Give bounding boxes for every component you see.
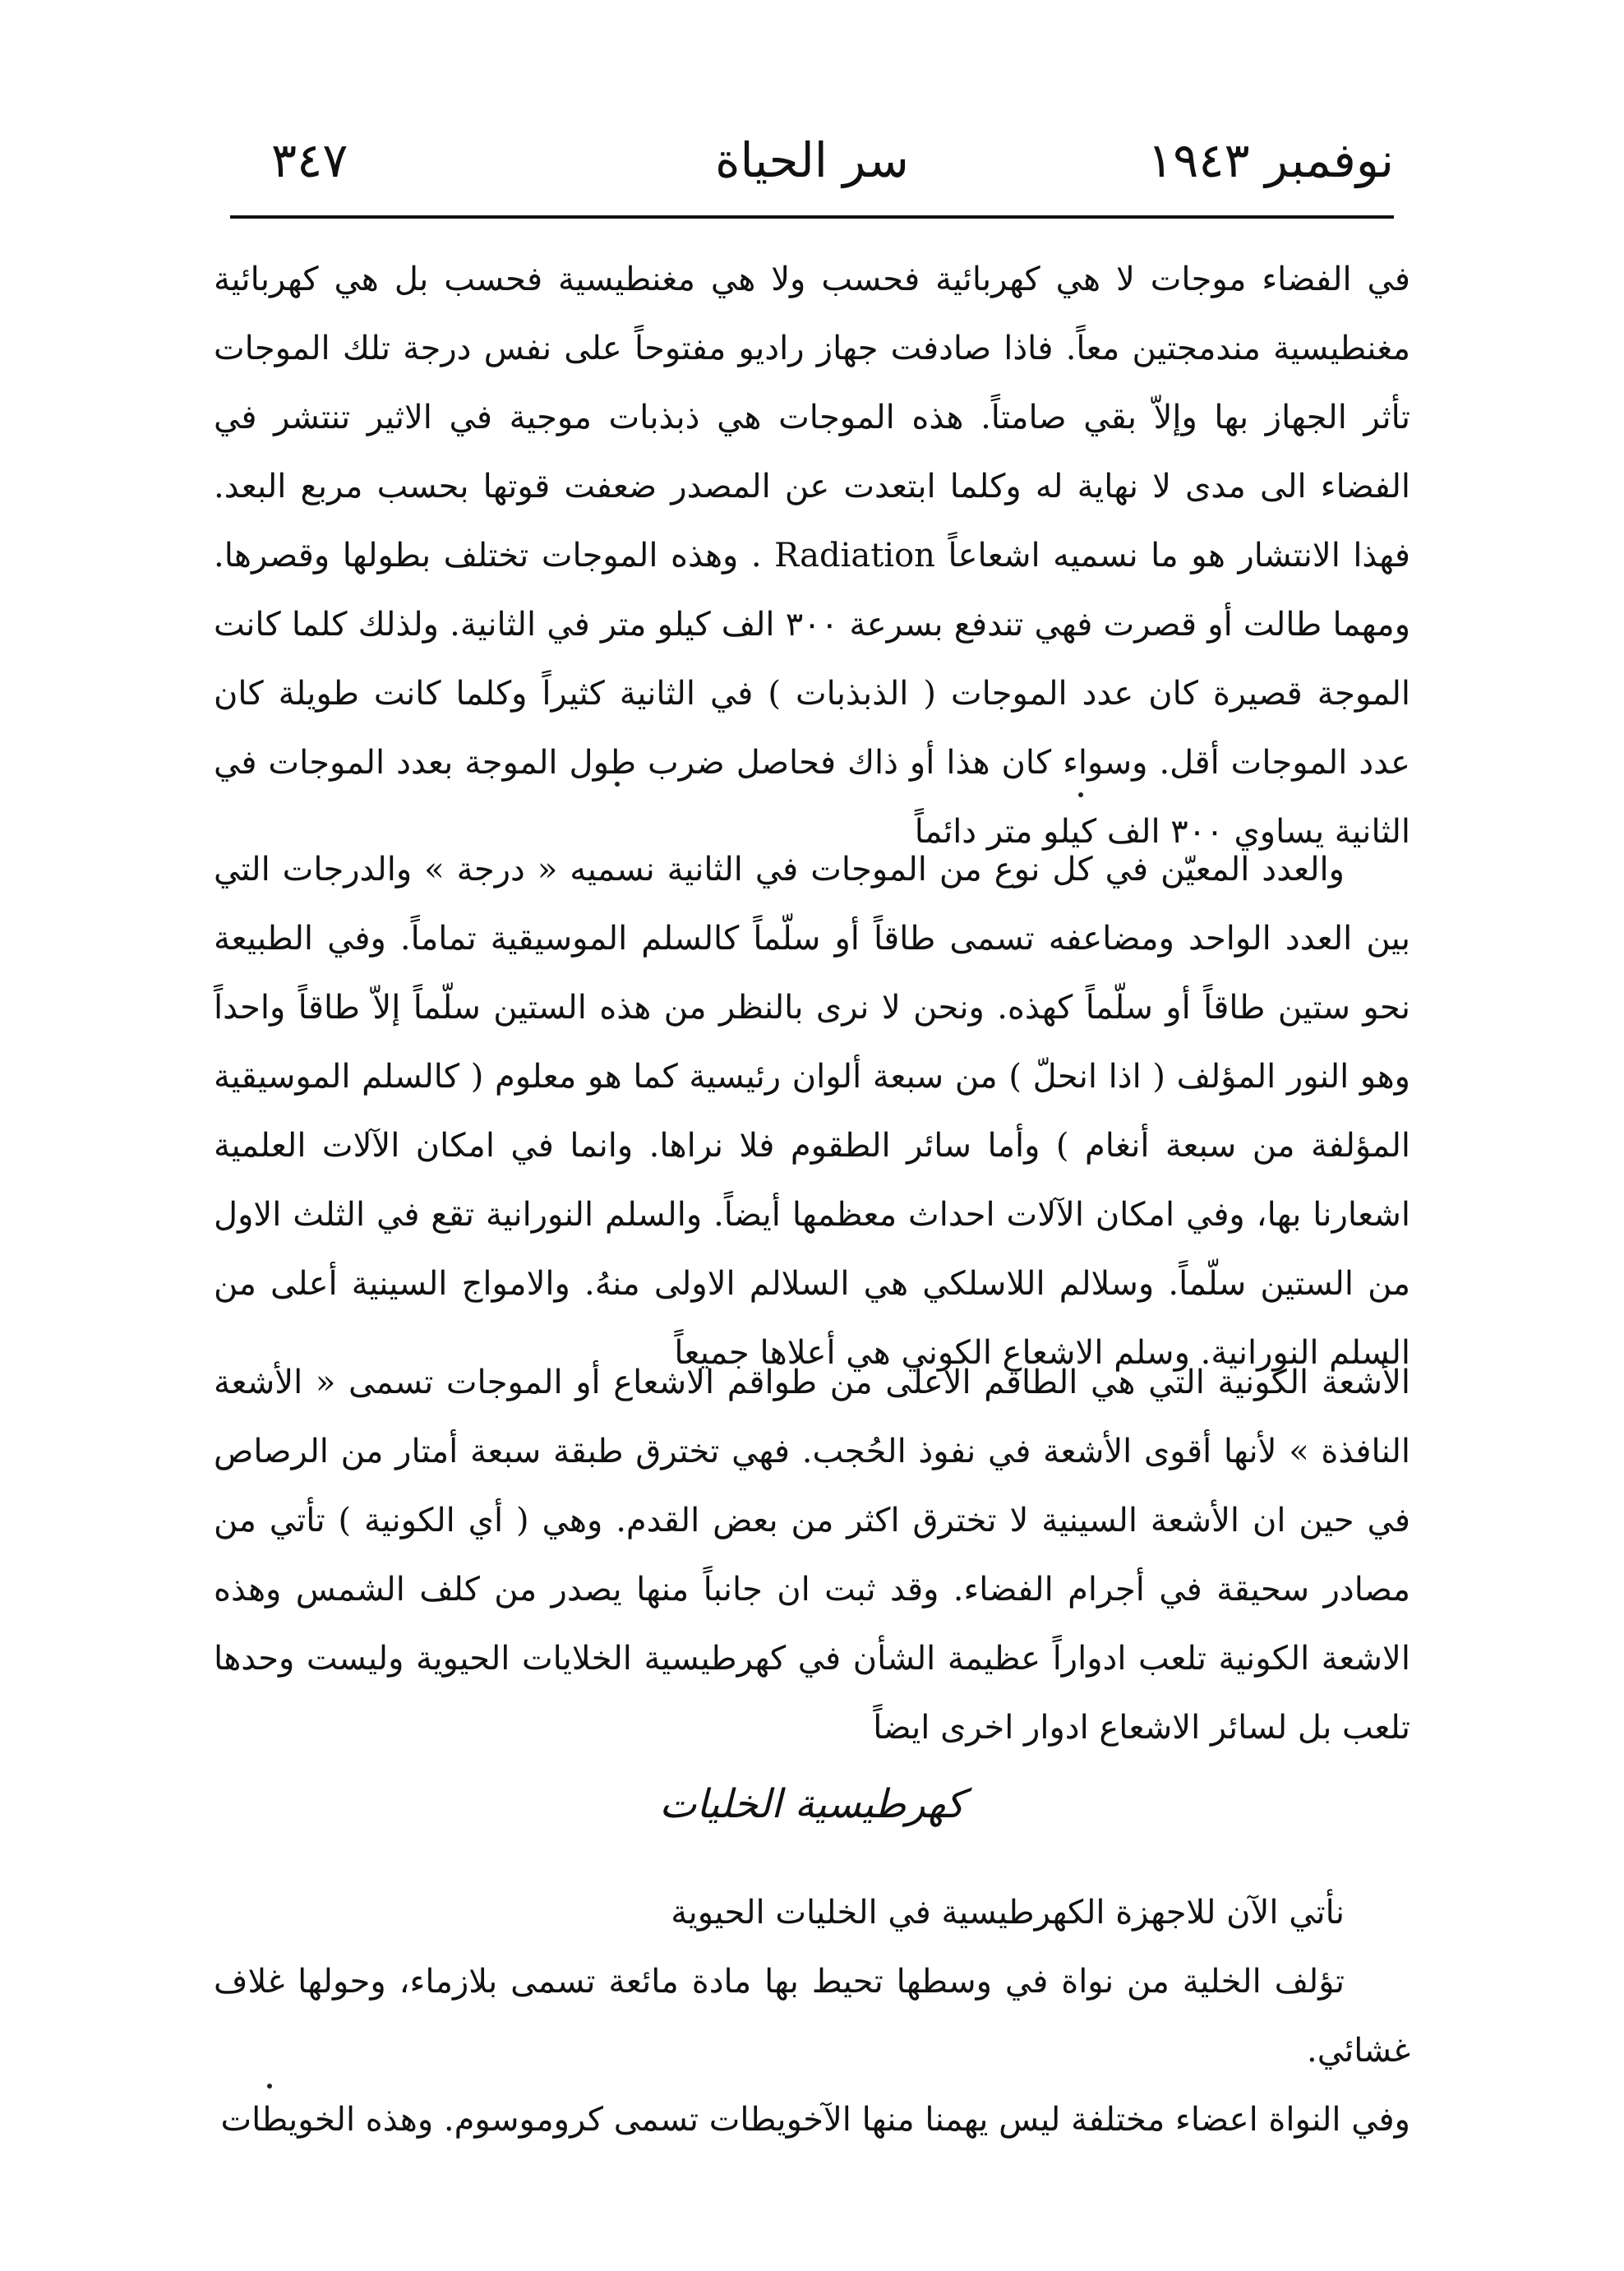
paragraph-text: في الفضاء موجات لا هي كهربائية فحسب ولا هي مغنطيسية فحسب بل هي كهربائية مغنطيسية مندمجتين معاً. فاذا صادفت جهاز راديو مفتوحاً على نفس درجة تلك الموجات تأثر الجهاز بها وإلاّ بقي صامتاً. هذه الموجات هي ذبذبات موجية في الاثير تنتشر في الفضاء الى مدى لا نهاية له وكلما ابتعدت عن المصدر ضعفت قوتها بحسب مربع البعد. فهذا الانتشار هو ما نسميه اشعاعاً: [214, 261, 1410, 575]
section-body: [214, 1878, 1410, 2154]
running-title: سر الحياة: [715, 132, 909, 188]
scan-speck: [1078, 792, 1083, 797]
scan-speck: [267, 2084, 272, 2089]
paragraph-radiation: [214, 245, 1410, 866]
section-heading: كهرطيسية الخليات: [659, 1781, 965, 1827]
scan-speck: [615, 782, 620, 787]
paragraph-scales: [214, 835, 1410, 1387]
latin-term: Radiation: [774, 537, 935, 575]
paragraph-text: وفي النواة اعضاء مختلفة ليس يهمنا منها الآخويطات تسمى كروموسوم. وهذه الخويطات: [220, 2101, 1410, 2139]
running-header: [230, 123, 1394, 197]
issue-date: نوفمبر ١٩٤٣: [1147, 132, 1394, 188]
paragraph-text: تؤلف الخلية من نواة في وسطها تحيط بها مادة مائعة تسمى بلازماء، وحولها غلاف غشائي.: [214, 1963, 1410, 2070]
paragraph-text: نأتي الآن للاجهزة الكهرطيسية في الخليات الحيوية: [671, 1894, 1345, 1932]
header-rule: [230, 215, 1394, 219]
paragraph-text: والعدد المعيّن في كل نوع من الموجات في الثانية نسميه « درجة » والدرجات التي بين العدد الواحد ومضاعفه تسمى طاقاً أو سلّماً كالسلم الموسيقية تماماً. وفي الطبيعة نحو ستين طاقاً أو سلّماً كهذه. ونحن لا نرى بالنظر من هذه الستين سلّماً إلاّ طاقاً واحداً وهو النور المؤلف ( اذا انحلّ ) من سبعة ألوان رئيسية كما هو معلوم ( كالسلم الموسيقية المؤلفة من سبعة أنغام ) وأما سائر الطقوم فلا نراها. وانما في امكان الآلات العلمية اشعارنا بها، وفي امكان الآلات احداث معظمها أيضاً. والسلم النورانية تقع في الثلث الاول من الستين سلّماً. وسلالم اللاسلكي هي السلالم الاولى منهُ. والامواج السينية أعلى من السلم النورانية. وسلم الاشعاع الكوني هي أعلاها جميعاً: [214, 851, 1410, 1372]
paragraph-text: . وهذه الموجات تختلف بطولها وقصرها. ومهما طالت أو قصرت فهي تندفع بسرعة ٣٠٠ الف كيلو متر في الثانية. ولذلك كلما كانت الموجة قصيرة كان عدد الموجات ( الذبذبات ) في الثانية كثيراً وكلما كانت طويلة كان عدد الموجات أقل. وسواء كان هذا أو ذاك فحاصل ضرب طول الموجة بعدد الموجات في الثانية يساوي ٣٠٠ الف كيلو متر دائماً: [214, 537, 1411, 851]
page-number: ٣٤٧: [271, 132, 348, 188]
paragraph-cosmic-rays: [214, 1348, 1410, 1762]
paragraph-text: الأشعة الكونية التي هي الطاقم الاعلى من طواقم الاشعاع أو الموجات تسمى « الأشعة النافذة » لأنها أقوى الأشعة في نفوذ الحُجب. فهي تخترق طبقة سبعة أمتار من الرصاص في حين ان الأشعة السينية لا تخترق اكثر من بعض القدم. وهي ( أي الكونية ) تأتي من مصادر سحيقة في أجرام الفضاء. وقد ثبت ان جانباً منها يصدر من كلف الشمس وهذه الاشعة الكونية تلعب ادواراً عظيمة الشأن في كهرطيسية الخلايات الحيوية وليست وحدها تلعب بل لسائر الاشعاع ادوار اخرى ايضاً: [214, 1364, 1411, 1747]
